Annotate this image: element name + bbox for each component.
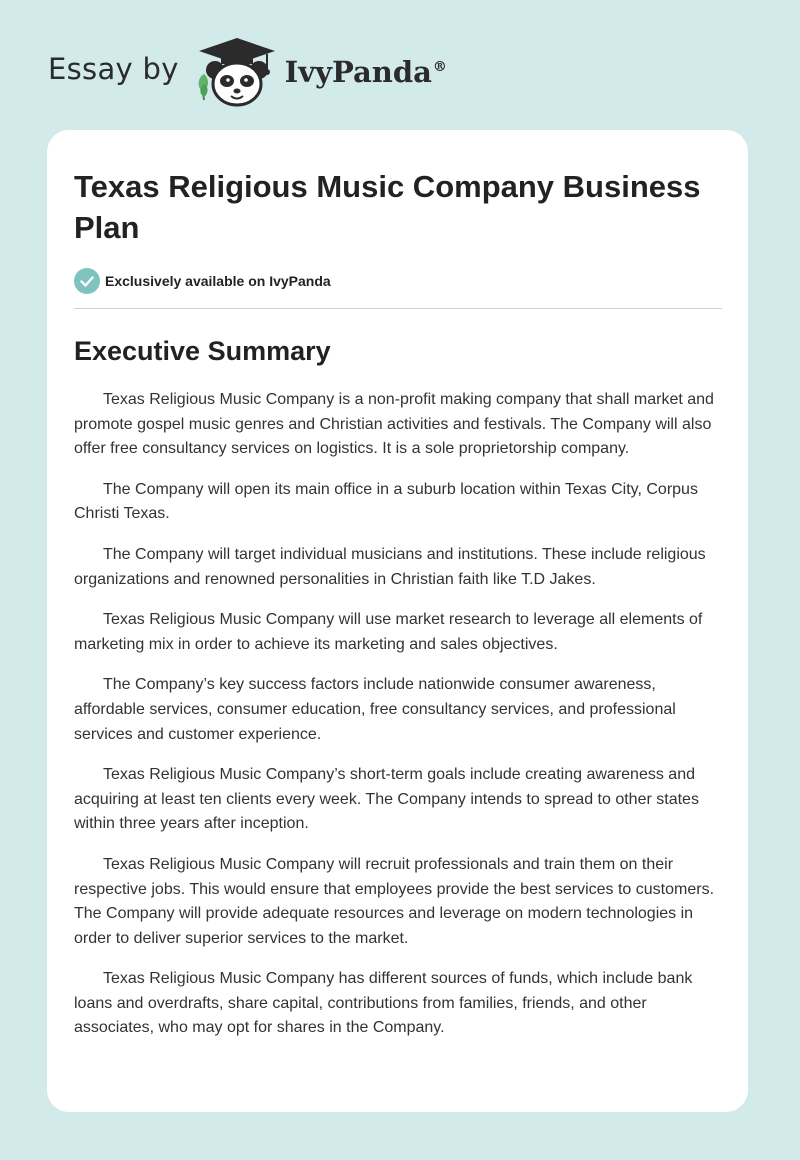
- brand-prefix: Essay by: [48, 52, 179, 86]
- paragraph: Texas Religious Music Company’s short-term goals include creating awareness and acquiring at least ten clients every week. The Company intends to spread to other states within three years after inception.: [74, 766, 699, 833]
- exclusive-badge: [74, 267, 722, 295]
- paragraph: The Company will open its main office in a suburb location within Texas City, Corpus Christi Texas.: [74, 480, 698, 523]
- brand-name: IvyPanda®: [284, 55, 447, 89]
- paragraph: Texas Religious Music Company will recruit professionals and train them on their respective jobs. This would ensure that employees provide the best services to customers. The Company will provide adequate resources and leverage on modern technologies in order to deliver superior services to the market.: [74, 855, 715, 947]
- article-body: [74, 388, 722, 1041]
- paragraph: The Company’s key success factors include nationwide consumer awareness, affordable services, consumer education, free consultancy services, and professional services and customer experience.: [74, 676, 676, 743]
- exclusive-label: Exclusively available on IvyPanda: [105, 273, 331, 289]
- divider: [74, 308, 722, 309]
- paragraph: Texas Religious Music Company is a non-profit making company that shall market and promote gospel music genres and Christian activities and festivals. The Company will also offer free consultancy services on logistics. It is a sole proprietorship company.: [74, 391, 714, 458]
- paragraph: Texas Religious Music Company will use market research to leverage all elements of marketing mix in order to achieve its marketing and sales objectives.: [74, 611, 703, 653]
- section-heading: Executive Summary: [74, 336, 331, 366]
- panda-graduate-icon: [191, 34, 283, 108]
- page-title: Texas Religious Music Company Business Plan: [74, 169, 701, 245]
- check-badge-icon: [74, 268, 100, 294]
- paragraph: The Company will target individual musicians and institutions. These include religious organizations and renowned personalities in Christian faith like T.D Jakes.: [74, 545, 706, 588]
- registered-mark: ®: [432, 59, 447, 76]
- article-card: [47, 130, 748, 1112]
- paragraph: Texas Religious Music Company has different sources of funds, which include bank loans and overdrafts, share capital, contributions from families, friends, and other associates, who may opt for shares in the Company.: [74, 970, 693, 1037]
- site-brand[interactable]: [48, 34, 447, 108]
